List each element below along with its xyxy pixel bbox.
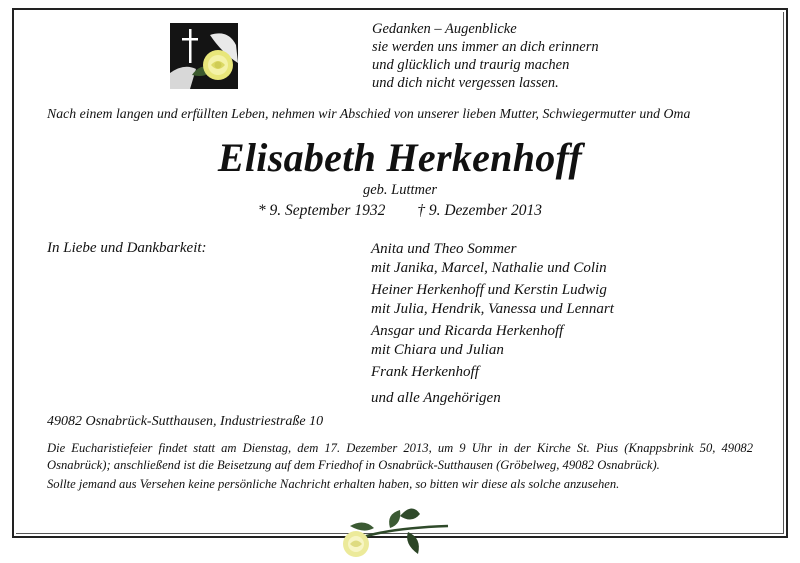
birth-date: * 9. September 1932	[257, 202, 386, 219]
mourner-line: und alle Angehörigen	[371, 390, 501, 406]
mourner-group	[371, 389, 614, 408]
family-address: 49082 Osnabrück-Sutthausen, Industriestraße 10	[47, 414, 324, 429]
mourner-group	[371, 363, 614, 382]
mourner-line: Frank Herkenhoff	[371, 364, 479, 380]
cross-rose-emblem	[170, 23, 238, 89]
intro-text: Nach einem langen und erfüllten Leben, nehmen wir Abschied von unserer lieben Mutter, Schwiegermutter und Oma	[47, 106, 691, 121]
poem-line: und glücklich und traurig machen	[372, 57, 570, 73]
mourners-list	[371, 240, 614, 411]
poem-line: und dich nicht vergessen lassen.	[372, 75, 559, 91]
deceased-name: Elisabeth Herkenhoff	[217, 135, 583, 180]
mourner-line: Anita und Theo Sommer	[371, 241, 517, 257]
mourner-group	[371, 322, 614, 360]
thanks-label: In Liebe und Dankbarkeit:	[47, 240, 207, 256]
poem-line: sie werden uns immer an dich erinnern	[372, 39, 599, 55]
mourner-line: mit Julia, Hendrik, Vanessa und Lennart	[371, 301, 614, 317]
poem	[372, 20, 599, 92]
poem-line: Gedanken – Augenblicke	[372, 21, 517, 37]
mourner-group	[371, 281, 614, 319]
mourner-group	[371, 240, 614, 278]
mourner-line: mit Chiara und Julian	[371, 342, 504, 358]
notice-text: Sollte jemand aus Versehen keine persönliche Nachricht erhalten haben, so bitten wir diese als solche anzusehen.	[47, 477, 620, 491]
maiden-name: geb. Luttmer	[362, 182, 438, 198]
mourner-line: Ansgar und Ricarda Herkenhoff	[371, 323, 564, 339]
rose-icon	[330, 498, 460, 558]
service-details: Die Eucharistiefeier findet statt am Dienstag, dem 17. Dezember 2013, um 9 Uhr in der Kirche St. Pius (Knappsbrink 50, 49082 Osnabrück); anschließend ist die Beisetzung auf dem Friedhof in Osnabrück-Sutthausen (Gröbelweg, 49082 Osnabrück).	[47, 441, 753, 472]
death-date: † 9. Dezember 2013	[417, 202, 543, 219]
mourner-line: mit Janika, Marcel, Nathalie und Colin	[371, 260, 607, 276]
life-dates	[0, 202, 800, 220]
mourner-line: Heiner Herkenhoff und Kerstin Ludwig	[371, 282, 607, 298]
